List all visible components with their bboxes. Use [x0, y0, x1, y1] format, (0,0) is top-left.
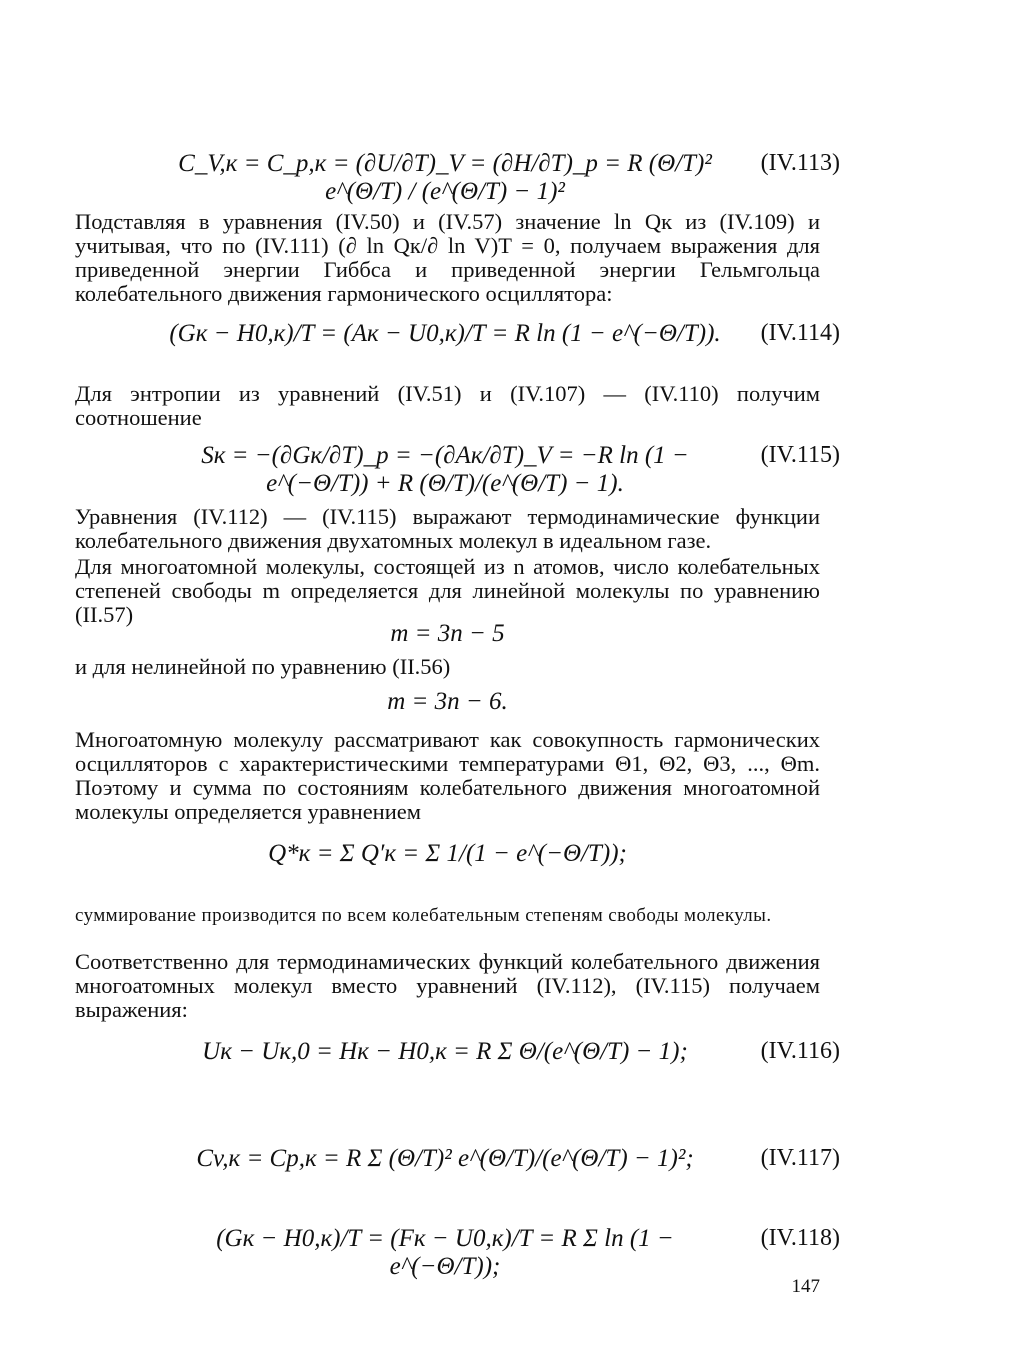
page-number: 147: [791, 1276, 820, 1297]
equation-body: C_V,к = C_p,к = (∂U/∂T)_V = (∂H/∂T)_p = R (Θ/T)² e^(Θ/T) / (e^(Θ/T) − 1)²: [178, 150, 712, 205]
equation-m-linear: m = 3n − 5: [390, 620, 505, 647]
equation-body: Uк − Uк,0 = Hк − H0,к = R Σ Θ/(e^(Θ/T) − 1);: [202, 1038, 688, 1065]
equation-number: (IV.114): [760, 320, 840, 346]
equation-m-nonlinear: m = 3n − 6.: [387, 688, 508, 715]
paragraph-4: Для многоатомной молекулы, состоящей из n атомов, число колебательных степеней свободы m определяется для линейной молекулы по уравнению (II.57): [75, 554, 820, 627]
equation-body: Sк = −(∂Gк/∂T)_p = −(∂Aк/∂T)_V = −R ln (1 − e^(−Θ/T)) + R (Θ/T)/(e^(Θ/T) − 1).: [201, 442, 689, 497]
equation-number: (IV.117): [760, 1145, 840, 1171]
paragraph-1: Подставляя в уравнения (IV.50) и (IV.57) значение ln Qк из (IV.109) и учитывая, что по (IV.111) (∂ ln Qк/∂ ln V)T = 0, получаем выражения для приведенной энергии Гиббса и приведенной энергии Гельмгольца колебательного движения гармонического осциллятора:: [75, 209, 820, 306]
paragraph-3: Уравнения (IV.112) — (IV.115) выражают термодинамические функции колебательного движения двухатомных молекул в идеальном газе.: [75, 504, 820, 553]
equation-q-sum: Q*к = Σ Q′к = Σ 1/(1 − e^(−Θ/T));: [268, 840, 627, 867]
equation-body: (Gк − H0,к)/T = (Aк − U0,к)/T = R ln (1 − e^(−Θ/T)).: [169, 320, 721, 347]
equation-number: (IV.113): [760, 150, 840, 176]
equation-number: (IV.116): [760, 1038, 840, 1064]
equation-number: (IV.118): [760, 1225, 840, 1251]
paragraph-2: Для энтропии из уравнений (IV.51) и (IV.107) — (IV.110) получим соотношение: [75, 381, 820, 430]
paragraph-7: суммирование производится по всем колебательным степеням свободы молекулы.: [75, 905, 772, 926]
paragraph-5: и для нелинейной по уравнению (II.56): [75, 654, 451, 679]
equation-body: Cv,к = Cp,к = R Σ (Θ/T)² e^(Θ/T)/(e^(Θ/T) − 1)²;: [196, 1145, 694, 1172]
equation-number: (IV.115): [760, 442, 840, 468]
paragraph-8: Соответственно для термодинамических функций колебательного движения многоатомных молекул вместо уравнений (IV.112), (IV.115) получаем выражения:: [75, 949, 820, 1022]
equation-body: (Gк − H0,к)/T = (Fк − U0,к)/T = R Σ ln (1 − e^(−Θ/T));: [216, 1225, 674, 1280]
paragraph-6: Многоатомную молекулу рассматривают как совокупность гармонических осцилляторов с характеристическими температурами Θ1, Θ2, Θ3, ..., Θm. Поэтому и сумма по состояниям колебательного движения многоатомной молекулы определяется уравнением: [75, 727, 820, 824]
